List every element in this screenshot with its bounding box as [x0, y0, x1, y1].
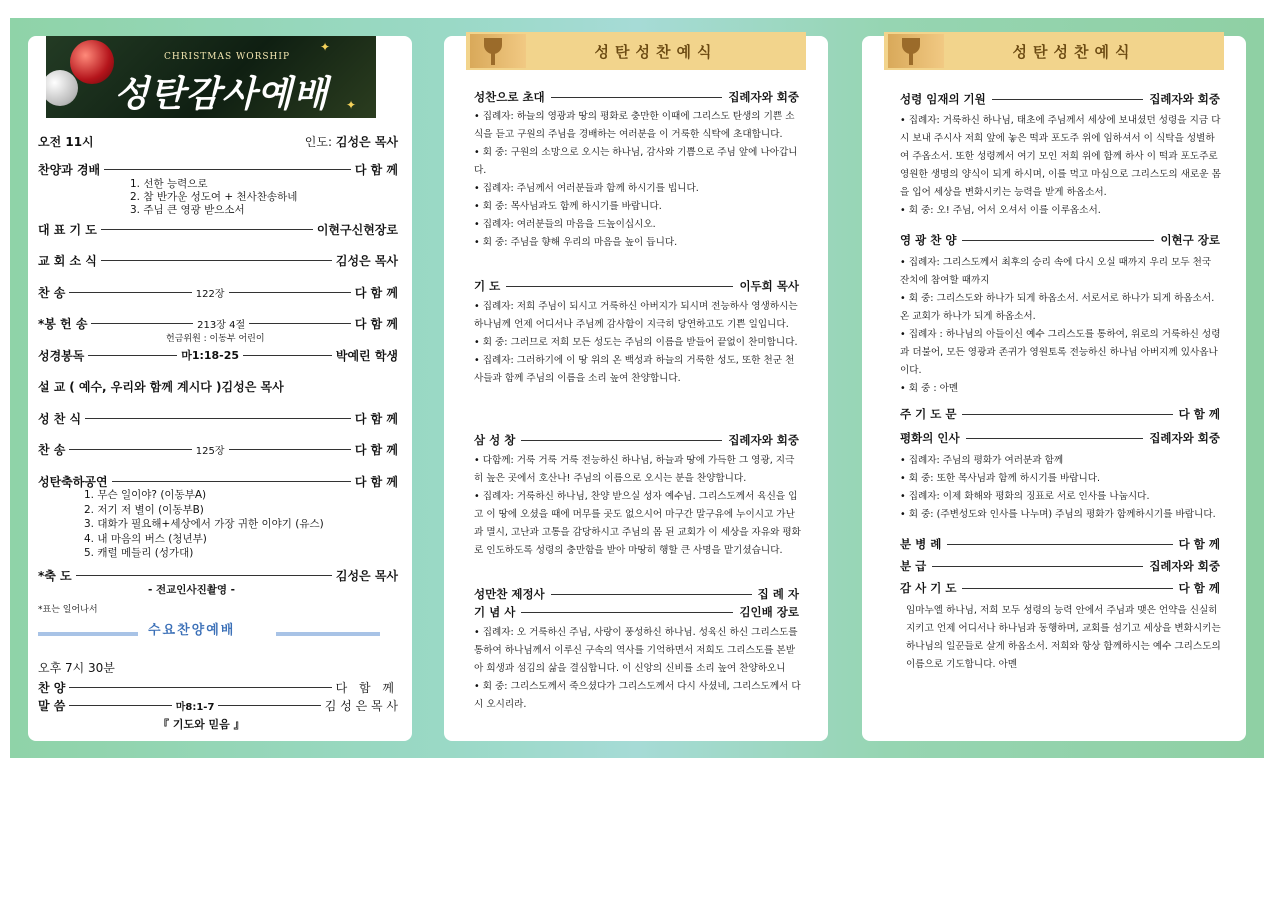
section-heading: 삼 성 창 집례자와 회중 — [474, 433, 799, 447]
order-row: 찬양과 경배 다 함 께 — [38, 162, 398, 177]
wednesday-time: 오후 7시 30분 — [38, 660, 115, 675]
banner-subtitle: CHRISTMAS WORSHIP — [164, 52, 291, 62]
order-row: 교 회 소 식 김성은 목사 — [38, 253, 398, 268]
order-row: 찬 송 122장 다 함 께 — [38, 285, 399, 300]
liturgy-text: • 집례자: 오 거룩하신 주님, 사랑이 풍성하신 하나님. 성육신 하신 그리스도를 통하여 하나님께서 이루신 구속의 역사를 기억하면서 저희도 그리스도를 본받아 희생과 섬김의 삶을 결심합니다. 이 신앙의 신비를 소리 높여 찬양하오니 • 회 중: 그리스도께서 죽으셨다가 그리스도께서 다시 사셨네, 그리스도께서 다시 오시리라. — [474, 627, 801, 710]
star-icon: ✦ — [320, 40, 331, 54]
order-row: 대 표 기 도 이현구신현장로 — [38, 222, 398, 237]
section-heading: 기 도 이두희 목사 — [474, 279, 799, 293]
section-header: 성탄성찬예식 — [884, 32, 1224, 70]
order-row: *축 도 김성은 목사 — [38, 568, 398, 583]
order-row: 찬 송 125장 다 함 께 — [38, 442, 399, 457]
order-row: 성탄축하공연 다 함 께 — [38, 474, 398, 489]
bulletin-sheet — [10, 18, 1264, 758]
star-icon: ✦ — [346, 98, 357, 112]
service-time-row: 오전 11시 인도: 김성은 목사 — [38, 134, 398, 149]
liturgy-text: • 집례자: 저희 주님이 되시고 거룩하신 아버지가 되시며 전능하사 영생하시는 하나님께 언제 어디서나 주님께 감사함이 지극히 당연하고도 기쁜 일입니다. • 회 중: 그러므로 저희 모든 성도는 주님의 이름을 받들어 끝없이 찬미합니다. • 집례자: 그러하기에 이 땅 위의 온 백성과 하늘의 거룩한 성도, 또한 천군 천사들과 함께 주님의 이름을 소리 높여 찬양합니다. — [474, 301, 798, 384]
offering-note: 헌금위원 : 이동부 어린이 — [166, 334, 265, 344]
section-heading: 평화의 인사 집례자와 회중 — [900, 431, 1220, 445]
order-row: 찬 양 다 함 께 — [38, 680, 398, 695]
red-ornament-icon — [70, 40, 114, 84]
divider — [38, 632, 138, 636]
communion-panel-1 — [444, 36, 828, 741]
photo-note: - 전교인사진촬영 - — [148, 584, 236, 596]
divider — [276, 632, 380, 636]
order-row: 말 씀 마8:1-7 김 성 은 목 사 — [38, 698, 398, 713]
stand-note: *표는 일어나서 — [38, 605, 98, 615]
section-heading: 성령 임재의 기원 집례자와 회중 — [900, 92, 1220, 106]
title-banner — [46, 36, 376, 118]
section-header: 성탄성찬예식 — [466, 32, 806, 70]
section-heading: 분 급 집례자와 회중 — [900, 559, 1220, 573]
liturgy-text: • 집례자: 주님의 평화가 여러분과 함께 • 회 중: 또한 목사님과 함께 하시기를 바랍니다. • 집례자: 이제 화해와 평화의 징표로 서로 인사를 나눕시다. • 회 중: (주변성도와 인사를 나누며) 주님의 평화가 함께하시기를 바랍니다. — [900, 455, 1216, 520]
order-row: 성 찬 식 다 함 께 — [38, 411, 398, 426]
section-heading: 감 사 기 도 다 함 께 — [900, 581, 1220, 595]
liturgy-text: • 다함께: 거룩 거룩 거룩 전능하신 하나님, 하늘과 땅에 가득한 그 영광, 지극히 높은 곳에서 호산나! 주님의 이름으로 오시는 분을 찬양합니다. • 집례자: 거룩하신 하나님, 찬양 받으실 성자 예수님. 그리스도께서 육신을 입고 이 땅에 오셨을 때에 머무를 곳도 없으시어 마구간 말구유에 누이시고 가난과 멸시, 고난과 고통을 감당하시고 주님의 몸 된 교회가 이 세상을 자유와 평화로 인도하도록 성령의 충만함을 받아 마땅히 행할 큰 사명을 맡기셨습니다. — [474, 455, 801, 556]
order-row: 설 교 ( 예수, 우리와 함께 계시다 ) 김성은 목사 — [38, 379, 284, 394]
praise-list: 1. 선한 능력으로 2. 참 반가운 성도여 + 천사찬송하네 3. 주님 큰 영광 받으소서 — [130, 178, 298, 216]
closing-note: 『 기도와 믿음 』 — [158, 718, 245, 731]
communion-panel-2 — [862, 36, 1246, 741]
liturgy-text: • 집례자: 그리스도께서 최후의 승리 속에 다시 오실 때까지 우리 모두 천국 잔치에 참여할 때까지 • 회 중: 그리스도와 하나가 되게 하옵소서. 서로서로 하나가 되게 하옵소서. 온 교회가 하나가 되게 하옵소서. • 집례자 : 하나님의 아들이신 예수 그리스도를 통하여, 위로의 거룩하신 성령과 더불어, 모든 영광과 존귀가 영원토록 전능하신 하나님 아버지께 있사옵나이다. • 회 중 : 아멘 — [900, 257, 1221, 394]
liturgy-text: • 집례자: 거룩하신 하나님, 태초에 주님께서 세상에 보내셨던 성령을 지금 다시 보내 주시사 저희 앞에 놓은 떡과 포도주 위에 임하셔서 이 식탁을 성별하여 주옵소서. 또한 성령께서 여기 모인 저희 위에 함께 하사 이 떡과 포도주로 영원한 생명의 양식이 되게 하시며, 이를 먹고 마심으로 그리스도의 새로운 몸을 입어 세상을 변화시키는 능력을 받게 하옵소서. • 회 중: 오! 주님, 어서 오셔서 이를 이루옵소서. — [900, 115, 1221, 216]
order-row: *봉 헌 송 213장 4절 다 함 께 — [38, 316, 399, 331]
section-heading: 분 병 례 다 함 께 — [900, 537, 1220, 551]
wednesday-title: 수요찬양예배 — [148, 623, 236, 638]
white-ornament-icon — [46, 70, 78, 106]
section-heading: 주 기 도 문 다 함 께 — [900, 407, 1220, 421]
order-row: 성경봉독 마1:18-25 박예린 학생 — [38, 348, 398, 363]
closing-prayer: 임마누엘 하나님, 저희 모두 성령의 능력 안에서 주님과 맺은 언약을 신실히 지키고 언제 어디서나 하나님과 동행하며, 교회를 섬기고 세상을 변화시키는 하나님의 일꾼들로 살게 하옵소서. 저희와 항상 함께하시는 예수 그리스도의 이름으로 기도합니다. 아멘 — [906, 605, 1221, 670]
order-of-service-panel — [28, 36, 412, 741]
section-heading: 성찬으로 초대 집례자와 회중 — [474, 90, 799, 104]
performance-list: 1. 무슨 일이야? (이동부A) 2. 저기 저 별이 (이동부B) 3. 대화가 필요해+세상에서 가장 귀한 이야기 (유스) 4. 내 마음의 버스 (청년부) 5. 캐럴 메들리 (성가대) — [84, 489, 324, 559]
section-heading: 성만찬 제정사 집 례 자 — [474, 587, 799, 601]
section-heading: 영 광 찬 양 이현구 장로 — [900, 233, 1220, 247]
liturgy-text: • 집례자: 하늘의 영광과 땅의 평화로 충만한 이때에 그리스도 탄생의 기쁜 소식을 듣고 구원의 주님을 경배하는 여러분을 이 거룩한 식탁에 초대합니다. • 회 중: 구원의 소망으로 오시는 하나님, 감사와 기쁨으로 주님 앞에 나아갑니다. • 집례자: 주님께서 여러분들과 함께 하시기를 빕니다. • 회 중: 목사님과도 함께 하시기를 바랍니다. • 집례자: 여러분들의 마음을 드높이십시오. • 회 중: 주님을 향해 우리의 마음을 높이 듭니다. — [474, 111, 798, 248]
banner-title: 성탄감사예배 — [114, 73, 329, 115]
section-heading: 기 념 사 김인배 장로 — [474, 605, 799, 619]
